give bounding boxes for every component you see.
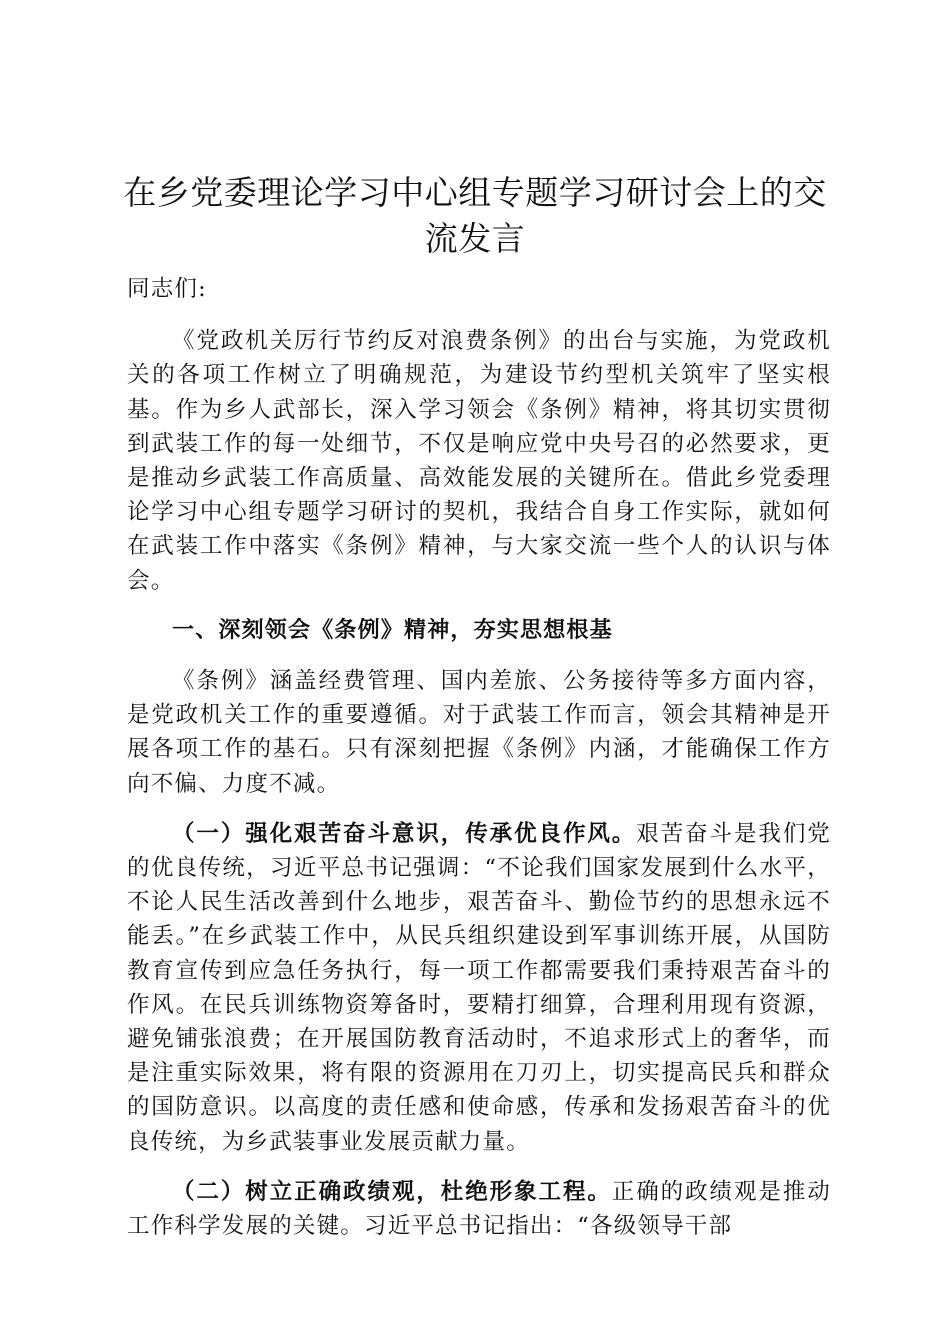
section-1-heading: 一、深刻领会《条例》精神，夯实思想根基 xyxy=(172,617,613,643)
subsection-2-heading: （二）树立正确政绩观，杜绝形象工程。 xyxy=(172,1178,612,1205)
document-body xyxy=(127,272,831,1243)
intro-paragraph: 《党政机关厉行节约反对浪费条例》的出台与实施，为党政机关的各项工作树立了明确规范，为建设节约型机关筑牢了坚实根基。作为乡人武部长，深入学习领会《条例》精神，将其切实贯彻到武装工作的每一处细节，不仅是响应党中央号召的必然要求，更是推动乡武装工作高质量、高效能发展的关键所在。借此乡党委理论学习中心组专题学习研讨的契机，我结合自身工作实际，就如何在武装工作中落实《条例》精神，与大家交流一些个人的认识与体会。 xyxy=(127,328,831,594)
subsection-2-paragraph xyxy=(127,1175,831,1243)
subsection-1-heading: （一）强化艰苦奋斗意识，传承优良作风。 xyxy=(172,820,637,847)
document-title: 在乡党委理论学习中心组专题学习研讨会上的交流发言 xyxy=(123,173,827,258)
section-1-paragraph: 《条例》涵盖经费管理、国内差旅、公务接待等多方面内容，是党政机关工作的重要遵循。对于武装工作而言，领会其精神是开展各项工作的基石。只有深刻把握《条例》内涵，才能确保工作方向不偏、力度不减。 xyxy=(127,668,831,797)
subsection-1-text: 艰苦奋斗是我们党的优良传统，习近平总书记强调：“不论我们国家发展到什么水平，不论人民生活改善到什么地步，艰苦奋斗、勤俭节约的思想永远不能丢。”在乡武装工作中，从民兵组织建设到军事训练开展，从国防教育宣传到应急任务执行，每一项工作都需要我们秉持艰苦奋斗的作风。在民兵训练物资筹备时，要精打细算，合理利用现有资源，避免铺张浪费；在开展国防教育活动时，不追求形式上的奢华，而是注重实际效果，将有限的资源用在刀刃上，切实提高民兵和群众的国防意识。以高度的责任感和使命感，传承和发扬艰苦奋斗的优良传统，为乡武装事业发展贡献力量。 xyxy=(127,820,831,1155)
salutation: 同志们: xyxy=(127,276,207,302)
subsection-2-text: 正确的政绩观是推动工作科学发展的关键。习近平总书记指出：“各级领导干部 xyxy=(127,1178,831,1240)
subsection-1-paragraph xyxy=(127,817,831,1159)
